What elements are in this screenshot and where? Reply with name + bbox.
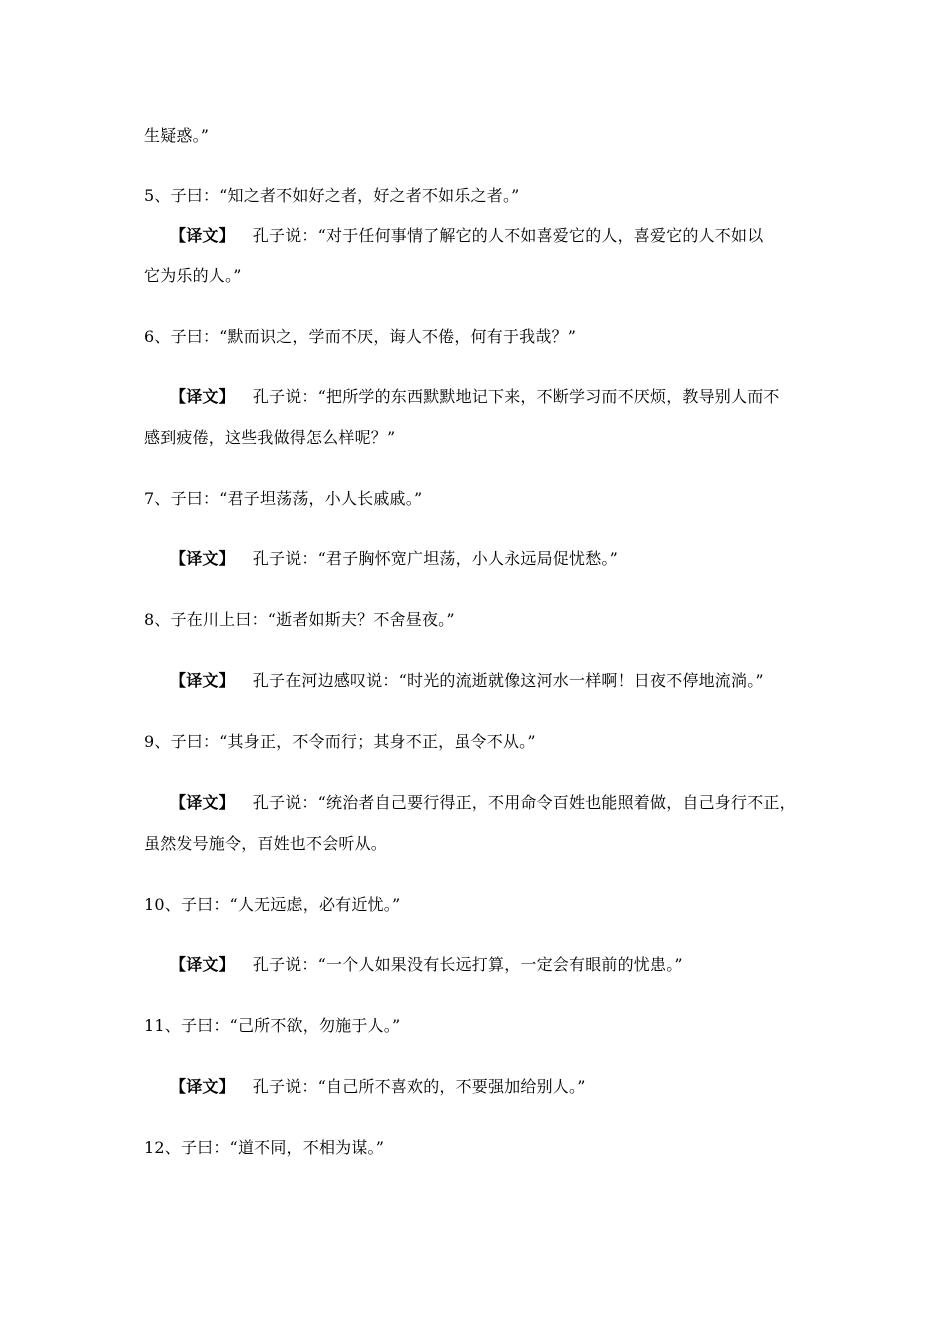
passage-10: 10、子曰：“人无远虑，必有近忧。” — [144, 895, 401, 914]
text-line: 生疑惑。” — [144, 126, 210, 145]
translation-tag: 【译文】 — [170, 955, 235, 974]
passage-6: 6、子曰：“默而识之，学而不厌，诲人不倦，何有于我哉？” — [144, 327, 577, 346]
passage-8: 8、子在川上曰：“逝者如斯夫？不舍昼夜。” — [144, 610, 455, 629]
translation-9 — [170, 793, 796, 813]
translation-tag: 【译文】 — [170, 671, 235, 690]
translation-7 — [170, 549, 618, 569]
translation-10 — [170, 955, 683, 975]
passage-5: 5、子曰：“知之者不如好之者，好之者不如乐之者。” — [144, 186, 520, 205]
translation-6 — [170, 387, 780, 407]
translation-tag: 【译文】 — [170, 226, 235, 245]
translation-5-cont: 它为乐的人。” — [144, 266, 242, 285]
translation-tag: 【译文】 — [170, 793, 235, 812]
passage-11: 11、子曰：“己所不欲，勿施于人。” — [144, 1016, 401, 1035]
translation-tag: 【译文】 — [170, 387, 235, 406]
passage-9: 9、子曰：“其身正，不令而行；其身不正，虽令不从。” — [144, 732, 536, 751]
translation-text: 孔子说：“一个人如果没有长远打算，一定会有眼前的忧患。” — [252, 955, 683, 974]
translation-text: 孔子说：“对于任何事情了解它的人不如喜爱它的人，喜爱它的人不如以 — [252, 226, 764, 245]
translation-8 — [170, 671, 764, 691]
translation-9-cont: 虽然发号施令，百姓也不会听从。 — [144, 834, 388, 853]
translation-text: 孔子在河边感叹说：“时光的流逝就像这河水一样啊！日夜不停地流淌。” — [252, 671, 764, 690]
translation-5 — [170, 226, 763, 246]
translation-text: 孔子说：“君子胸怀宽广坦荡，小人永远局促忧愁。” — [252, 549, 618, 568]
passage-12: 12、子曰：“道不同，不相为谋。” — [144, 1138, 385, 1157]
translation-tag: 【译文】 — [170, 549, 235, 568]
translation-6-cont: 感到疲倦，这些我做得怎么样呢？” — [144, 428, 396, 447]
translation-tag: 【译文】 — [170, 1077, 235, 1096]
translation-text: 孔子说：“自己所不喜欢的，不要强加给别人。” — [252, 1077, 586, 1096]
translation-11 — [170, 1077, 586, 1097]
translation-text: 孔子说：“统治者自己要行得正，不用命令百姓也能照着做，自己身行不正， — [252, 793, 796, 812]
passage-7: 7、子曰：“君子坦荡荡，小人长戚戚。” — [144, 489, 423, 508]
translation-text: 孔子说：“把所学的东西默默地记下来，不断学习而不厌烦，教导别人而不 — [252, 387, 780, 406]
